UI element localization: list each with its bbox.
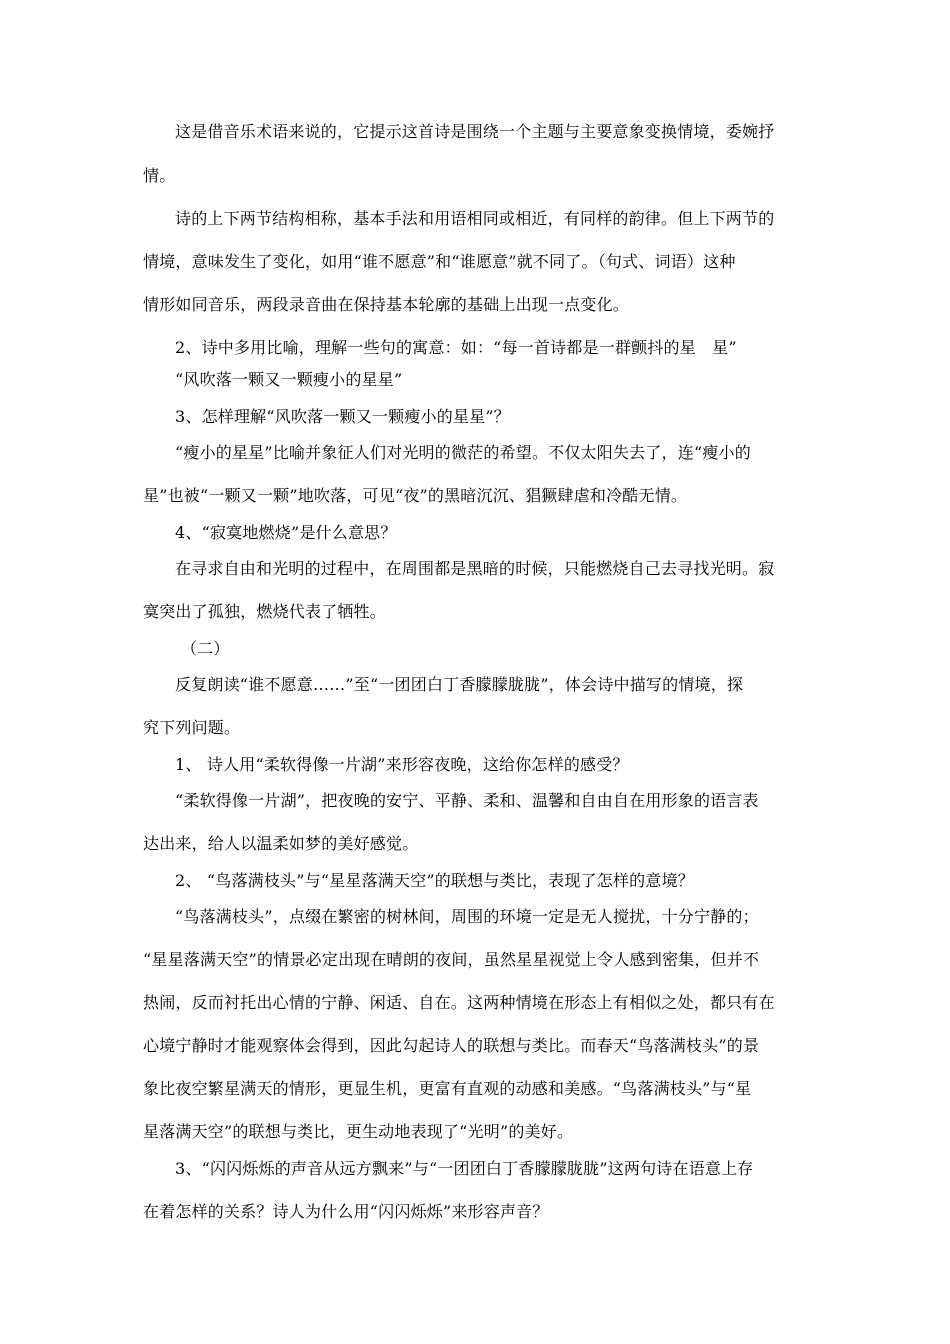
document-body xyxy=(143,122,807,1222)
question-line: 2、 “鸟落满枝头”与“星星落满天空”的联想与类比，表现了怎样的意境？ xyxy=(175,871,694,890)
answer-line: 星”也被“一颗又一颗”地吹落，可见“夜”的黑暗沉沉、猖獗肆虐和冷酷无情。 xyxy=(143,486,688,505)
paragraph-line: 情境，意味发生了变化，如用“谁不愿意”和“谁愿意”就不同了。（句式、词语）这种 xyxy=(143,252,736,271)
quote-line: “风吹落一颗又一颗瘦小的星星” xyxy=(175,370,403,389)
answer-line: 寞突出了孤独，燃烧代表了牺牲。 xyxy=(143,602,387,621)
question-line: 在着怎样的关系？诗人为什么用“闪闪烁烁”来形容声音？ xyxy=(143,1202,549,1221)
answer-line: 达出来，给人以温柔如梦的美好感觉。 xyxy=(143,834,419,853)
paragraph-line: 反复朗读“谁不愿意……”至“一团团白丁香朦朦胧胧”，体会诗中描写的情境，探 xyxy=(175,675,744,694)
answer-line: 热闹，反而衬托出心情的宁静、闲适、自在。这两种情境在形态上有相似之处，都只有在 xyxy=(143,993,775,1012)
question-line: 3、“闪闪烁烁的声音从远方飘来”与“一团团白丁香朦朦胧胧”这两句诗在语意上存 xyxy=(175,1159,754,1178)
answer-line: “柔软得像一片湖”，把夜晚的安宁、平静、柔和、温馨和自由自在用形象的语言表 xyxy=(175,791,759,810)
paragraph-line: 诗的上下两节结构相称，基本手法和用语相同或相近，有同样的韵律。但上下两节的 xyxy=(175,209,775,228)
section-heading: （二） xyxy=(181,639,230,658)
answer-line: “瘦小的星星”比喻并象征人们对光明的微茫的希望。不仅太阳失去了，连“瘦小的 xyxy=(175,443,751,462)
answer-line: 在寻求自由和光明的过程中，在周围都是黑暗的时候，只能燃烧自己去寻找光明。寂 xyxy=(175,559,775,578)
paragraph-line: 情。 xyxy=(143,166,176,185)
question-line: 4、“寂寞地燃烧”是什么意思？ xyxy=(175,523,397,542)
question-line: 1、 诗人用“柔软得像一片湖”来形容夜晚，这给你怎样的感受？ xyxy=(175,755,629,774)
question-line: 3、怎样理解“风吹落一颗又一颗瘦小的星星”？ xyxy=(175,407,510,426)
answer-line: 象比夜空繁星满天的情形，更显生机，更富有直观的动感和美感。“鸟落满枝头”与“星 xyxy=(143,1079,752,1098)
paragraph-line: 情形如同音乐，两段录音曲在保持基本轮廓的基础上出现一点变化。 xyxy=(143,295,630,314)
question-line: 2、诗中多用比喻，理解一些句的寓意：如：“每一首诗都是一群颤抖的星 星” xyxy=(175,338,737,357)
paragraph-line: 究下列问题。 xyxy=(143,718,241,737)
answer-line: 星落满天空”的联想与类比，更生动地表现了“光明”的美好。 xyxy=(143,1122,574,1141)
answer-line: 心境宁静时才能观察体会得到，因此勾起诗人的联想与类比。而春天“鸟落满枝头”的景 xyxy=(143,1036,760,1055)
answer-line: “鸟落满枝头”，点缀在繁密的树林间，周围的环境一定是无人搅扰，十分宁静的； xyxy=(175,907,759,926)
answer-line: “星星落满天空”的情景必定出现在晴朗的夜间，虽然星星视觉上令人感到密集，但并不 xyxy=(143,950,760,969)
paragraph-line: 这是借音乐术语来说的，它提示这首诗是围绕一个主题与主要意象变换情境，委婉抒 xyxy=(175,122,775,141)
